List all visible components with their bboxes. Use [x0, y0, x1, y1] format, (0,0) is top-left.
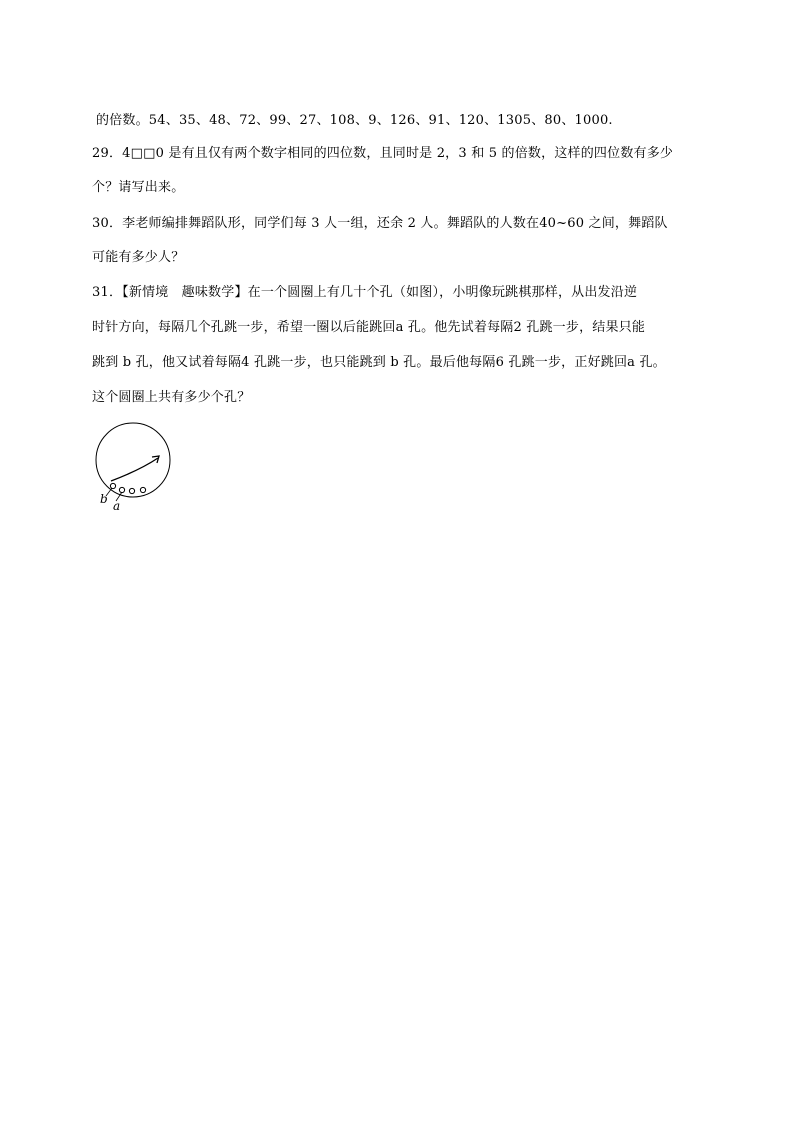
outer-circle	[96, 423, 170, 497]
label-a: a	[113, 499, 121, 513]
question-31-line-3: 跳到 b 孔，他又试着每隔4 孔跳一步，也只能跳到 b 孔。最后他每隔6 孔跳一步，正好跳回a 孔。	[92, 355, 666, 370]
direction-arc	[111, 458, 158, 481]
question-30-line-2: 可能有多少人？	[92, 250, 185, 265]
question-29-line-2: 个？请写出来。	[92, 180, 185, 195]
text-line-1: 的倍数。54、35、48、72、99、27、108、9、126、91、120、1305、80、1000.	[96, 113, 613, 128]
hole	[110, 483, 115, 488]
question-31-line-4: 这个圆圈上共有多少个孔？	[92, 390, 251, 405]
question-31-line-1: 31．【新情境 趣味数学】在一个圆圈上有几十个孔（如图），小明像玩跳棋那样，从出发沿逆	[92, 285, 638, 300]
question-30-line-1: 30．李老师编排舞蹈队形，同学们每 3 人一组，还余 2 人。舞蹈队的人数在40~60 之间，舞蹈队	[92, 216, 668, 231]
circle-holes-figure	[92, 418, 178, 514]
hole	[119, 487, 124, 492]
question-29-line-1: 29．4□□0 是有且仅有两个数字相同的四位数，且同时是 2，3 和 5 的倍数，这样的四位数有多少	[92, 146, 674, 161]
label-b: b	[100, 492, 108, 506]
question-31-line-2: 时针方向，每隔几个孔跳一步，希望一圈以后能跳回a 孔。他先试着每隔2 孔跳一步，结果只能	[92, 320, 646, 335]
hole	[129, 488, 134, 493]
circle-holes-diagram-icon	[92, 418, 178, 514]
hole	[140, 487, 145, 492]
